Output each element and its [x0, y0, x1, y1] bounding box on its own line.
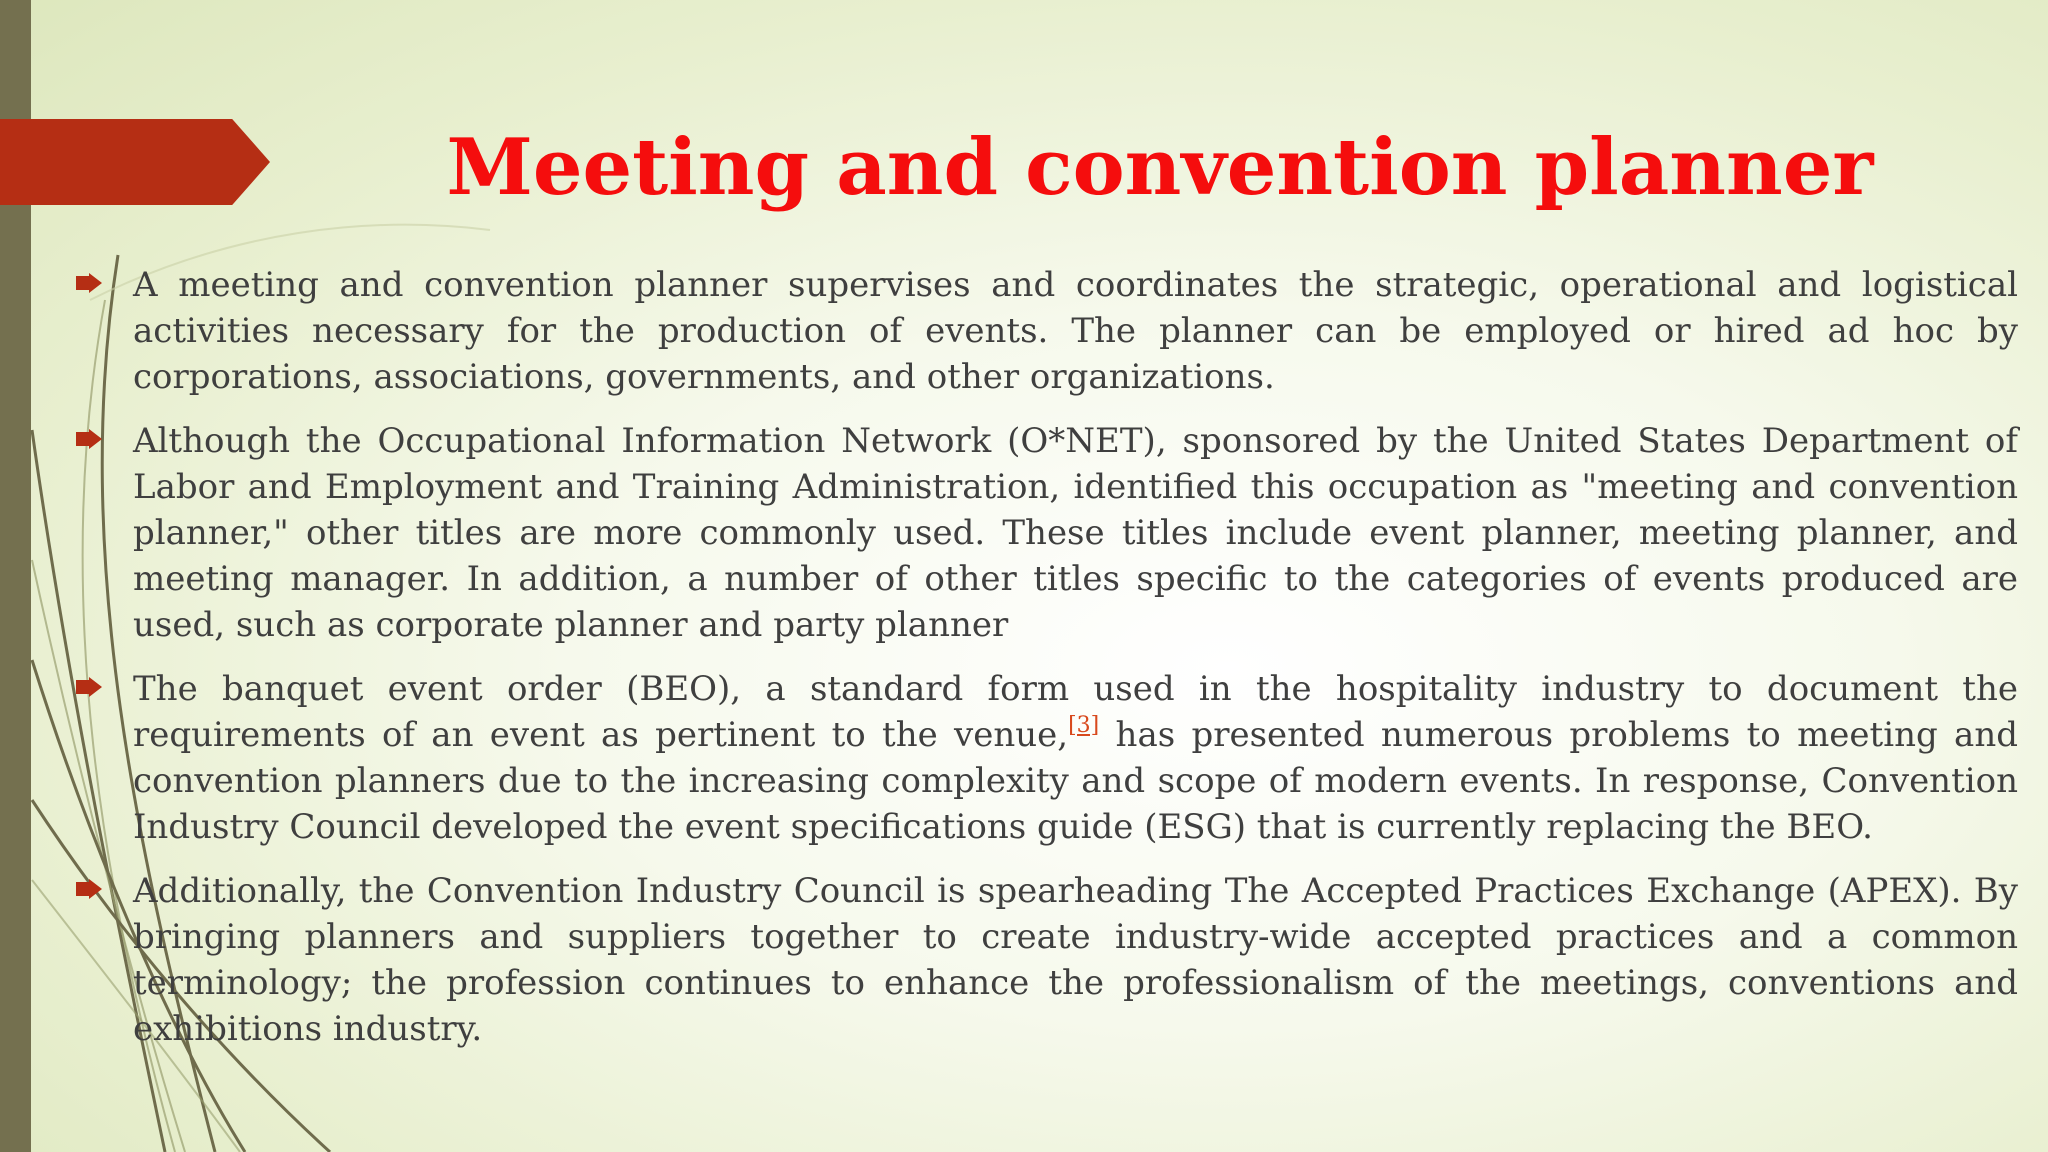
bullet-text: Although the Occupational Information Network (O*NET), sponsored by the United States Department of Labor and Employment and Training Administration, identified this occupation as "meeting and convention planner," other titles are more commonly used. These titles include event planner, meeting planner, and meeting manager. In addition, a number of other titles specific to the categories of events produced are used, such as corporate planner and party planner — [133, 421, 2018, 645]
reference-link[interactable]: [3] — [1068, 713, 1100, 738]
slide-title: Meeting and convention planner — [446, 122, 1874, 213]
arrow-bullet-icon — [76, 677, 102, 697]
arrow-bullet-icon — [76, 273, 102, 293]
bullet-list — [76, 262, 2018, 1070]
title-arrow-shape — [0, 119, 270, 205]
bullet-text: The banquet event order (BEO), a standard form used in the hospitality industry to document the requirements of an event as pertinent to the venue, — [133, 669, 2018, 755]
bullet-item — [76, 262, 2018, 400]
arrow-bullet-icon — [76, 879, 102, 899]
bullet-item — [76, 418, 2018, 648]
bullet-item — [76, 868, 2018, 1052]
bullet-text: Additionally, the Convention Industry Council is spearheading The Accepted Practices Exchange (APEX). By bringing planners and suppliers together to create industry-wide accepted practices and a common terminology; the profession continues to enhance the professionalism of the meetings, conventions and exhibitions industry. — [133, 871, 2018, 1049]
arrow-bullet-icon — [76, 429, 102, 449]
bullet-item — [76, 666, 2018, 850]
bullet-text: A meeting and convention planner supervises and coordinates the strategic, operational and logistical activities necessary for the production of events. The planner can be employed or hired ad hoc by corporations, associations, governments, and other organizations. — [133, 265, 2018, 397]
bullet-text: has presented numerous problems to meeting and convention planners due to the increasing complexity and scope of modern events. In response, Convention Industry Council developed the event specifications guide (ESG) that is currently replacing the BEO. — [133, 715, 2018, 847]
